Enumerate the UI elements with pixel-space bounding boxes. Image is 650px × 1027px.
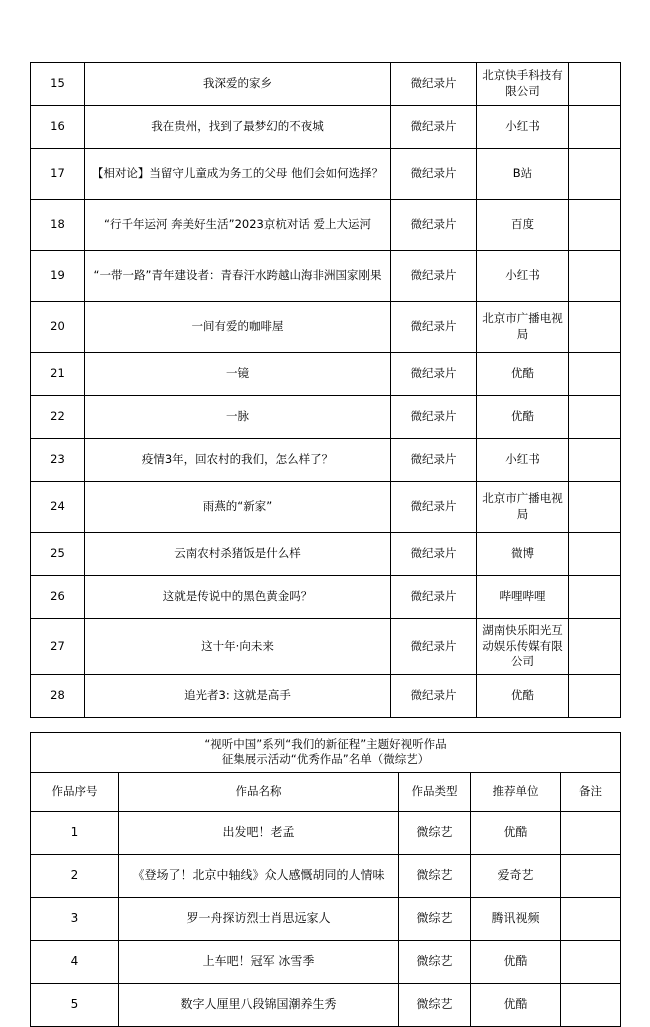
cell-unit: B站: [477, 149, 569, 200]
table-row: [31, 674, 621, 717]
table-row: [31, 149, 621, 200]
microvariety-table: [30, 732, 621, 1027]
cell-title: 罗一舟探访烈士肖思远家人: [119, 897, 399, 940]
table-row: [31, 576, 621, 619]
table-row: [31, 251, 621, 302]
table-row: [31, 983, 621, 1026]
table-row: [31, 619, 621, 675]
cell-type: 微综艺: [399, 854, 471, 897]
cell-type: 微综艺: [399, 940, 471, 983]
cell-title: 上车吧！冠军 冰雪季: [119, 940, 399, 983]
cell-type: 微纪录片: [391, 674, 477, 717]
column-header-title: 作品名称: [119, 772, 399, 811]
table-row: [31, 482, 621, 533]
table-header-row: [31, 772, 621, 811]
cell-title: 一镜: [85, 353, 391, 396]
cell-no: 18: [31, 200, 85, 251]
cell-note: [561, 940, 621, 983]
cell-type: 微纪录片: [391, 439, 477, 482]
cell-no: 16: [31, 106, 85, 149]
cell-no: 15: [31, 63, 85, 106]
cell-no: 24: [31, 482, 85, 533]
cell-unit: 优酷: [477, 674, 569, 717]
cell-type: 微纪录片: [391, 576, 477, 619]
microvariety-table-body: [31, 732, 621, 1026]
cell-note: [561, 983, 621, 1026]
cell-note: [569, 674, 621, 717]
cell-unit: 湖南快乐阳光互动娱乐传媒有限公司: [477, 619, 569, 675]
cell-note: [569, 576, 621, 619]
cell-unit: 优酷: [471, 811, 561, 854]
cell-note: [561, 811, 621, 854]
cell-unit: 北京市广播电视局: [477, 482, 569, 533]
cell-no: 3: [31, 897, 119, 940]
cell-note: [569, 302, 621, 353]
cell-no: 4: [31, 940, 119, 983]
section-heading-line2: 征集展示活动“优秀作品”名单（微综艺）: [221, 752, 430, 767]
cell-no: 27: [31, 619, 85, 675]
section-heading-line1: “视听中国”系列“我们的新征程”主题好视听作品: [204, 736, 447, 751]
cell-no: 25: [31, 533, 85, 576]
cell-note: [569, 439, 621, 482]
cell-note: [569, 106, 621, 149]
cell-title: 疫情3年，回农村的我们，怎么样了？: [85, 439, 391, 482]
cell-unit: 小红书: [477, 251, 569, 302]
cell-note: [569, 251, 621, 302]
cell-title: 数字人厘里八段锦国潮养生秀: [119, 983, 399, 1026]
cell-title: 雨燕的“新家”: [85, 482, 391, 533]
cell-unit: 腾讯视频: [471, 897, 561, 940]
cell-type: 微纪录片: [391, 396, 477, 439]
table-gap: [30, 718, 620, 732]
cell-no: 26: [31, 576, 85, 619]
cell-unit: 小红书: [477, 106, 569, 149]
cell-no: 2: [31, 854, 119, 897]
cell-unit: 百度: [477, 200, 569, 251]
table-row: [31, 396, 621, 439]
cell-note: [569, 533, 621, 576]
cell-unit: 优酷: [477, 353, 569, 396]
column-header-note: 备注: [561, 772, 621, 811]
cell-no: 20: [31, 302, 85, 353]
cell-note: [569, 149, 621, 200]
microdoc-table-body: [31, 63, 621, 718]
cell-type: 微纪录片: [391, 106, 477, 149]
cell-type: 微纪录片: [391, 482, 477, 533]
cell-note: [569, 200, 621, 251]
cell-no: 17: [31, 149, 85, 200]
cell-type: 微纪录片: [391, 200, 477, 251]
cell-title: 我深爱的家乡: [85, 63, 391, 106]
cell-note: [569, 396, 621, 439]
cell-title: 【相对论】当留守儿童成为务工的父母 他们会如何选择？: [85, 149, 391, 200]
cell-no: 21: [31, 353, 85, 396]
cell-unit: 爱奇艺: [471, 854, 561, 897]
cell-title: 我在贵州，找到了最梦幻的不夜城: [85, 106, 391, 149]
table-row: [31, 811, 621, 854]
cell-unit: 优酷: [471, 940, 561, 983]
cell-type: 微综艺: [399, 983, 471, 1026]
table-row: [31, 63, 621, 106]
table-row: [31, 854, 621, 897]
cell-no: 23: [31, 439, 85, 482]
cell-note: [569, 619, 621, 675]
cell-type: 微综艺: [399, 897, 471, 940]
cell-type: 微纪录片: [391, 251, 477, 302]
cell-unit: 北京市广播电视局: [477, 302, 569, 353]
cell-type: 微纪录片: [391, 63, 477, 106]
cell-title: “行千年运河 奔美好生活”2023京杭对话 爱上大运河: [85, 200, 391, 251]
cell-type: 微纪录片: [391, 533, 477, 576]
table-row: [31, 353, 621, 396]
microdoc-continuation-table: [30, 62, 621, 718]
cell-unit: 微博: [477, 533, 569, 576]
cell-title: 这十年·向未来: [85, 619, 391, 675]
column-header-type: 作品类型: [399, 772, 471, 811]
cell-no: 1: [31, 811, 119, 854]
cell-unit: 小红书: [477, 439, 569, 482]
cell-note: [561, 854, 621, 897]
cell-title: 追光者3: 这就是高手: [85, 674, 391, 717]
table-row: [31, 940, 621, 983]
column-header-unit: 推荐单位: [471, 772, 561, 811]
cell-title: 一间有爱的咖啡屋: [85, 302, 391, 353]
cell-title: 出发吧！老孟: [119, 811, 399, 854]
cell-no: 5: [31, 983, 119, 1026]
cell-no: 28: [31, 674, 85, 717]
table-row: [31, 439, 621, 482]
cell-title: 一脉: [85, 396, 391, 439]
cell-title: 这就是传说中的黑色黄金吗？: [85, 576, 391, 619]
section-heading-row: [31, 732, 621, 772]
column-header-no: 作品序号: [31, 772, 119, 811]
cell-note: [569, 353, 621, 396]
cell-title: “一带一路”青年建设者：青春汗水跨越山海非洲国家刚果: [85, 251, 391, 302]
cell-unit: 哔哩哔哩: [477, 576, 569, 619]
cell-type: 微纪录片: [391, 302, 477, 353]
cell-unit: 优酷: [471, 983, 561, 1026]
table-row: [31, 533, 621, 576]
cell-unit: 优酷: [477, 396, 569, 439]
cell-type: 微综艺: [399, 811, 471, 854]
cell-note: [569, 63, 621, 106]
cell-note: [569, 482, 621, 533]
table-row: [31, 200, 621, 251]
cell-title: 《登场了！北京中轴线》众人感慨胡同的人情味: [119, 854, 399, 897]
cell-type: 微纪录片: [391, 353, 477, 396]
cell-type: 微纪录片: [391, 149, 477, 200]
table-row: [31, 106, 621, 149]
cell-type: 微纪录片: [391, 619, 477, 675]
cell-unit: 北京快手科技有限公司: [477, 63, 569, 106]
cell-no: 22: [31, 396, 85, 439]
cell-title: 云南农村杀猪饭是什么样: [85, 533, 391, 576]
cell-no: 19: [31, 251, 85, 302]
section-heading-cell: [31, 732, 621, 772]
table-row: [31, 302, 621, 353]
